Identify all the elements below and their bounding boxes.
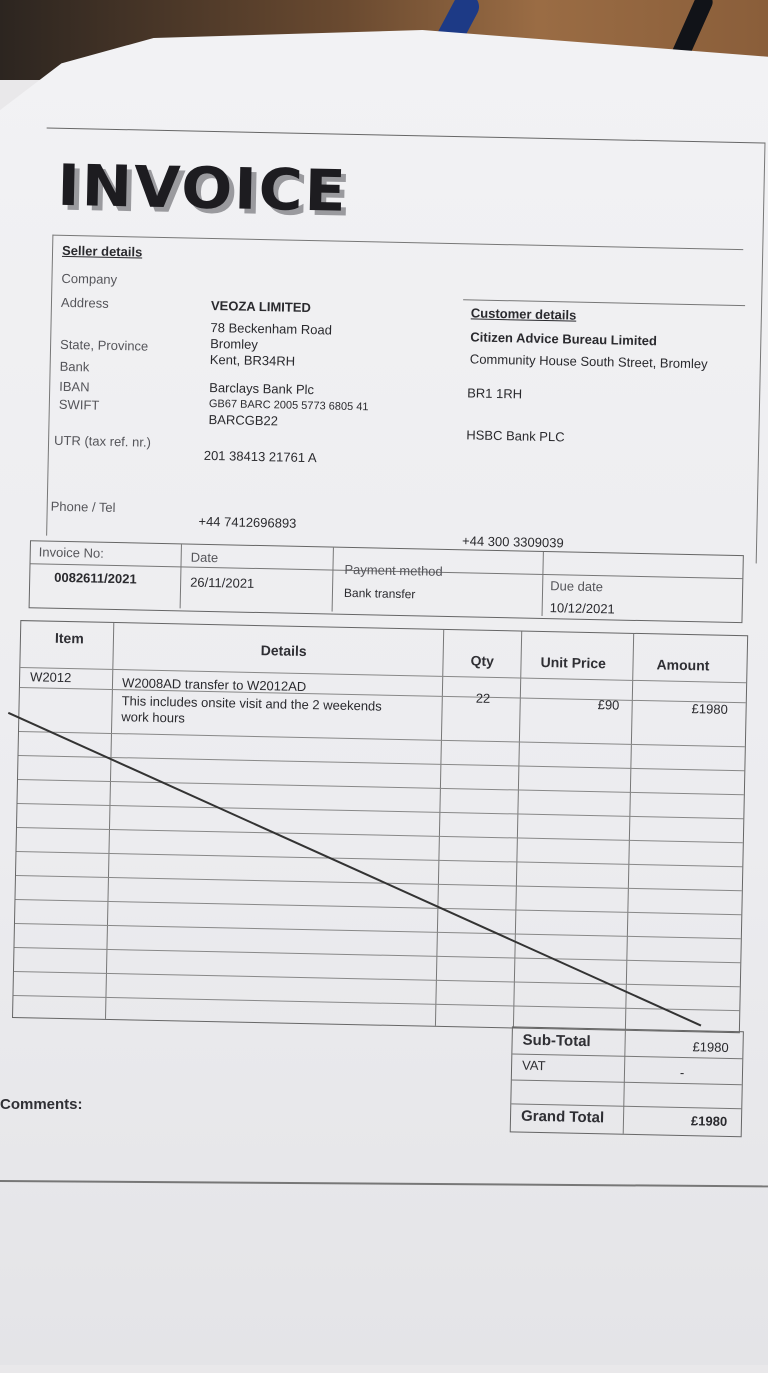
header-qty: Qty (470, 652, 495, 669)
table-row-line (16, 851, 742, 867)
header-unit-price: Unit Price (540, 653, 607, 672)
comments-label: Comments: (0, 1096, 83, 1113)
table-row-line (18, 779, 744, 795)
address-label: Address (60, 294, 109, 311)
seller-swift: BARCGB22 (208, 411, 279, 429)
vat-label: VAT (521, 1057, 546, 1074)
customer-phone: +44 300 3309039 (461, 533, 564, 551)
invoice-no-label: Invoice No: (38, 544, 104, 561)
table-row-line (17, 827, 743, 843)
totals-row-line (512, 1079, 742, 1085)
payment-method-value: Bank transfer (343, 585, 416, 602)
row-qty: 22 (475, 690, 491, 706)
iban-label: IBAN (59, 378, 90, 395)
seller-heading: Seller details (61, 242, 143, 260)
invoice-no-value: 0082611/2021 (54, 569, 137, 587)
utr-label: UTR (tax ref. nr.) (53, 432, 152, 450)
subtotal-value: £1980 (692, 1039, 729, 1055)
due-date-label: Due date (550, 578, 604, 595)
row-details-line3: work hours (121, 709, 186, 726)
table-row-line (14, 971, 740, 987)
date-value: 26/11/2021 (190, 574, 255, 591)
table-row-line (19, 731, 745, 747)
totals-table (510, 1026, 744, 1137)
seller-address-line1: 78 Beckenham Road (210, 319, 333, 338)
company-label: Company (61, 270, 118, 287)
swift-label: SWIFT (58, 396, 100, 413)
seller-phone: +44 7412696893 (198, 513, 297, 531)
table-row-line (18, 755, 744, 771)
customer-heading: Customer details (470, 305, 577, 323)
table-row-line (15, 899, 741, 915)
state-label: State, Province (59, 336, 149, 354)
grand-total-label: Grand Total (520, 1107, 605, 1127)
seller-utr: 201 38413 21761 A (203, 447, 317, 466)
meta-divider (180, 544, 182, 608)
col-divider (435, 630, 444, 1026)
table-row-line (13, 995, 739, 1011)
row-amount: £1980 (691, 701, 728, 717)
seller-address-line2: Bromley (210, 335, 259, 352)
due-date-value: 10/12/2021 (549, 600, 615, 617)
subtotal-label: Sub-Total (522, 1031, 591, 1051)
items-table (12, 620, 748, 1033)
invoice-title: INVOICE (56, 152, 349, 226)
col-divider (513, 632, 522, 1028)
vat-value: - (679, 1064, 685, 1081)
date-label: Date (190, 549, 219, 566)
table-row-line (14, 947, 740, 963)
seller-state: Kent, BR34RH (209, 351, 296, 369)
table-row-line (17, 803, 743, 819)
phone-label: Phone / Tel (50, 498, 116, 516)
header-amount: Amount (656, 656, 710, 674)
row-item: W2012 (29, 669, 72, 686)
customer-bank: HSBC Bank PLC (466, 427, 565, 445)
meta-divider (542, 552, 544, 616)
customer-postcode: BR1 1RH (467, 385, 523, 402)
seller-company: VEOZA LIMITED (210, 297, 312, 316)
header-item: Item (54, 629, 84, 647)
grand-total-value: £1980 (690, 1113, 728, 1129)
row-details-line2: This includes onsite visit and the 2 weekends (121, 693, 382, 714)
header-details: Details (260, 642, 307, 660)
payment-method-label: Payment method (344, 561, 443, 579)
customer-address: Community House South Street, Bromley (469, 351, 708, 372)
invoice-meta-table (29, 540, 744, 623)
customer-company: Citizen Advice Bureau Limited (470, 329, 658, 349)
col-divider (105, 623, 114, 1019)
seller-section (46, 235, 743, 550)
table-row-line (16, 875, 742, 891)
seller-iban: GB67 BARC 2005 5773 6805 41 (208, 397, 369, 414)
col-divider (625, 634, 634, 1030)
table-row-line (15, 923, 741, 939)
row-details-line1: W2008AD transfer to W2012AD (121, 675, 307, 695)
bank-label: Bank (59, 358, 90, 375)
seller-bank: Barclays Bank Plc (209, 379, 315, 398)
row-unit-price: £90 (597, 697, 620, 713)
meta-divider (332, 548, 334, 612)
